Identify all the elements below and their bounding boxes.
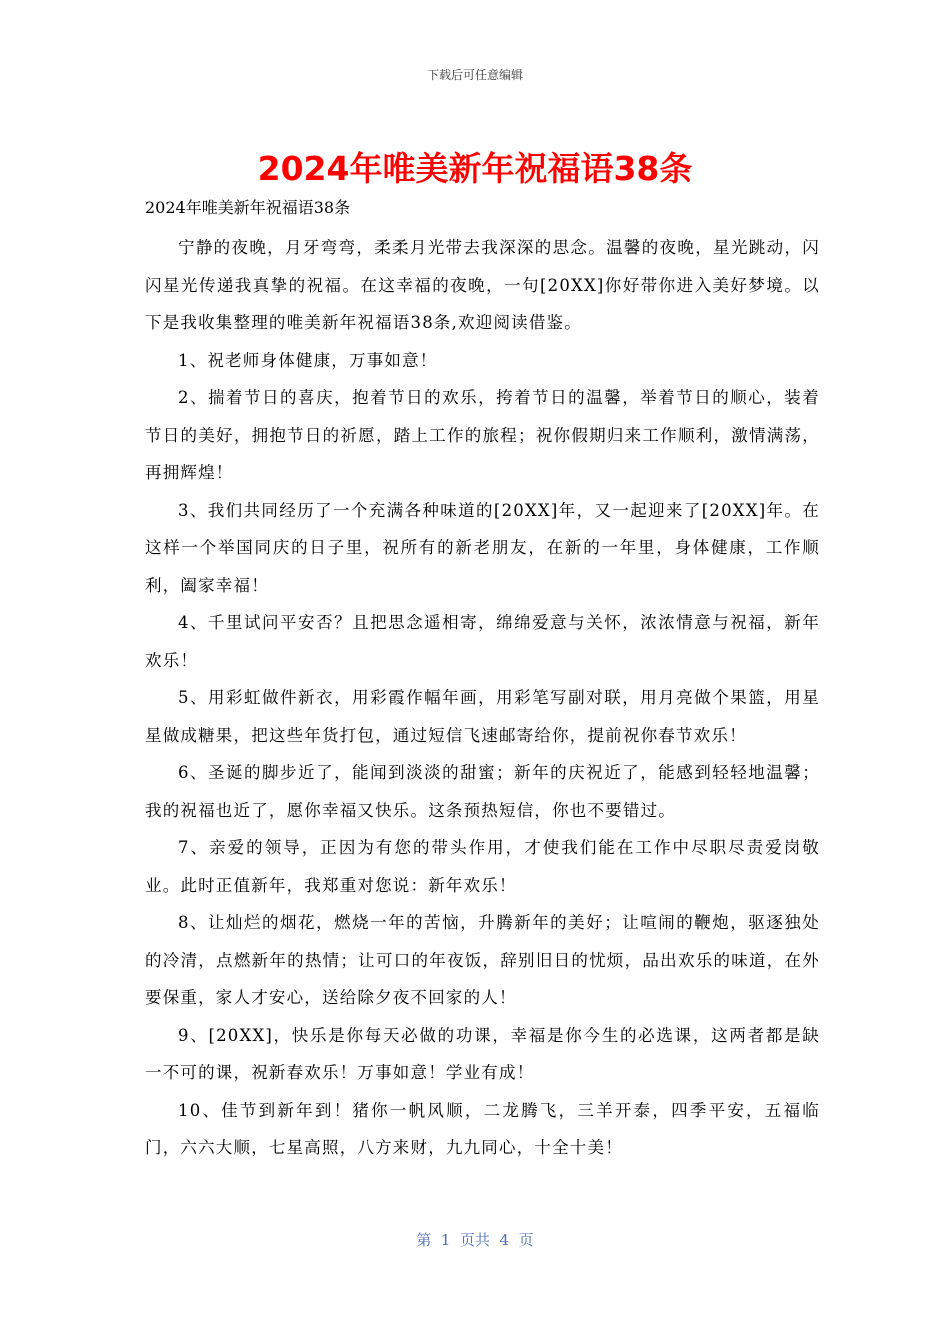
blessing-item-5: 5、用彩虹做件新衣，用彩霞作幅年画，用彩笔写副对联，用月亮做个果篮，用星星做成糖果，把这些年货打包，通过短信飞速邮寄给你，提前祝你春节欢乐！ — [145, 688, 820, 745]
document-title: 2024年唯美新年祝福语38条 — [257, 149, 693, 188]
header-note: 下载后可任意编辑 — [426, 68, 523, 82]
intro-paragraph: 宁静的夜晚，月牙弯弯，柔柔月光带去我深深的思念。温馨的夜晚，星光跳动，闪闪星光传递我真挚的祝福。在这幸福的夜晚，一句[20XX]你好带你进入美好梦境。以下是我收集整理的唯美新年祝福语38条,欢迎阅读借鉴。 — [145, 238, 820, 332]
blessing-item-7: 7、亲爱的领导，正因为有您的带头作用，才使我们能在工作中尽职尽责爱岗敬业。此时正值新年，我郑重对您说：新年欢乐！ — [145, 838, 820, 895]
blessing-item-1: 1、祝老师身体健康，万事如意！ — [178, 350, 438, 370]
blessing-item-6: 6、圣诞的脚步近了，能闻到淡淡的甜蜜；新年的庆祝近了，能感到轻轻地温馨；我的祝福也近了，愿你幸福又快乐。这条预热短信，你也不要错过。 — [145, 763, 820, 820]
document-subtitle: 2024年唯美新年祝福语38条 — [145, 198, 351, 217]
page-number-footer: 第 1 页共 4 页 — [416, 1231, 534, 1249]
blessing-item-9: 9、[20XX]，快乐是你每天必做的功课，幸福是你今生的必选课，这两者都是缺一不可的课，祝新春欢乐！万事如意！学业有成！ — [145, 1025, 820, 1082]
blessing-item-10: 10、佳节到新年到！猪你一帆风顺，二龙腾飞，三羊开泰，四季平安，五福临门，六六大顺，七星高照，八方来财，九九同心，十全十美！ — [145, 1100, 820, 1157]
document-body — [145, 193, 820, 1167]
blessing-item-2: 2、揣着节日的喜庆，抱着节日的欢乐，挎着节日的温馨，举着节日的顺心，装着节日的美好，拥抱节日的祈愿，踏上工作的旅程；祝你假期归来工作顺利，激情满荡，再拥辉煌！ — [145, 388, 820, 482]
blessing-item-4: 4、千里试问平安否？且把思念遥相寄，绵绵爱意与关怀，浓浓情意与祝福，新年欢乐！ — [145, 613, 820, 670]
blessing-item-8: 8、让灿烂的烟花，燃烧一年的苦恼，升腾新年的美好；让喧闹的鞭炮，驱逐独处的冷清，点燃新年的热情；让可口的年夜饭，辞别旧日的忧烦，品出欢乐的味道，在外要保重，家人才安心，送给除夕夜不回家的人！ — [145, 913, 820, 1007]
blessing-item-3: 3、我们共同经历了一个充满各种味道的[20XX]年，又一起迎来了[20XX]年。在这样一个举国同庆的日子里，祝所有的新老朋友，在新的一年里，身体健康，工作顺利，阖家幸福！ — [145, 500, 820, 595]
